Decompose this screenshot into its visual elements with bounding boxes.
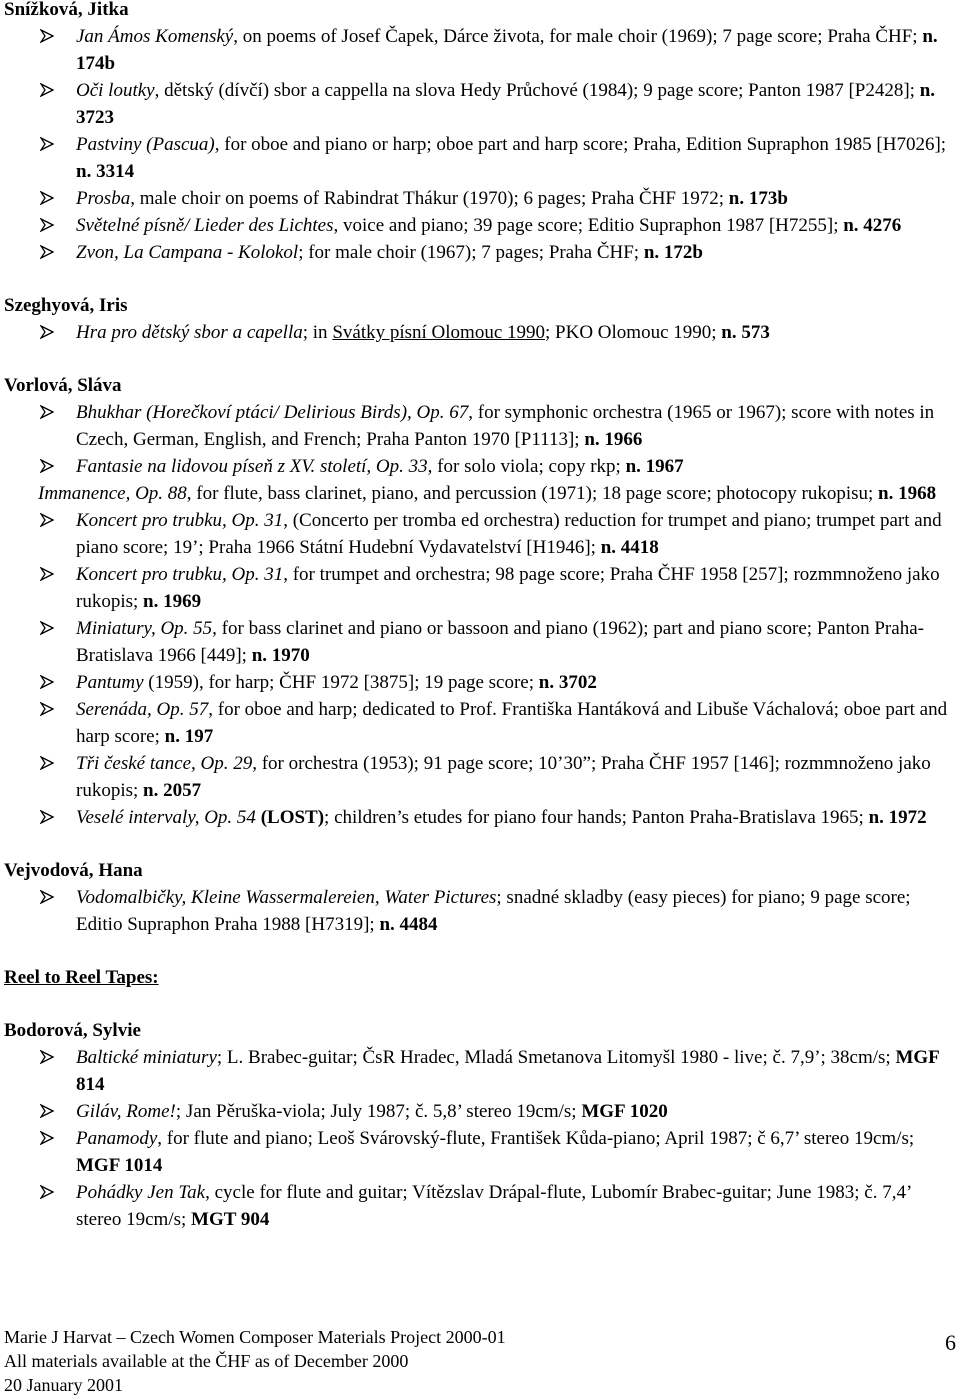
catalog-number: n. 1967 <box>625 456 684 477</box>
work-details: ; for male choir (1967); 7 pages; Praha ČHF; <box>298 242 644 263</box>
arrowhead-bullet-icon <box>40 29 54 43</box>
work-details: , (Concerto per tromba ed orchestra) reduction for trumpet and piano; trumpet part and piano score; 19’; Praha 1966 Státní Hudební Vydavatelství [H1946]; <box>76 510 942 558</box>
work-title: Hra pro dětský sbor a capella <box>76 322 303 343</box>
catalog-number: n. 3723 <box>76 80 936 128</box>
work-details-continued: ; PKO Olomouc 1990; <box>545 322 722 343</box>
composer-name <box>0 292 960 319</box>
composer-given-name: Iris <box>99 295 128 316</box>
work-details: , for solo viola; copy rkp; <box>427 456 626 477</box>
work-title: Vodomalbičky, Kleine Wassermalereien, Water Pictures <box>76 887 497 908</box>
section-gap <box>0 831 960 857</box>
arrowhead-bullet-icon <box>40 1185 54 1199</box>
arrowhead-bullet-icon <box>40 810 54 824</box>
list-item <box>0 884 960 938</box>
work-title: Baltické miniatury <box>76 1047 217 1068</box>
list-item <box>0 239 960 266</box>
arrowhead-bullet-icon <box>40 459 54 473</box>
tapes-list <box>0 1044 960 1233</box>
work-title: Giláv, Rome! <box>76 1101 176 1122</box>
work-details: , for oboe and harp; dedicated to Prof. Františka Hantáková and Libuše Váchalová; oboe part and harp score; <box>76 699 948 747</box>
list-item <box>0 696 960 750</box>
list-item <box>0 669 960 696</box>
arrowhead-bullet-icon <box>40 191 54 205</box>
arrowhead-bullet-icon <box>40 325 54 339</box>
work-title: Immanence, Op. 88 <box>38 483 187 504</box>
work-title: Zvon, La Campana - Kolokol <box>76 242 299 263</box>
composer-name <box>0 857 960 884</box>
arrowhead-bullet-icon <box>40 1104 54 1118</box>
works-list <box>0 399 960 831</box>
catalog-number: n. 3314 <box>76 161 135 182</box>
section-gap <box>0 266 960 292</box>
arrowhead-bullet-icon <box>40 137 54 151</box>
list-item <box>0 1044 960 1098</box>
work-title: Koncert pro trubku, Op. 31 <box>76 564 284 585</box>
footer-project-line: Marie J Harvat – Czech Women Composer Materials Project 2000-01 <box>4 1327 506 1347</box>
catalog-number: n. 4484 <box>379 914 438 935</box>
catalog-number: n. 1966 <box>584 429 643 450</box>
work-details: , for flute, bass clarinet, piano, and percussion (1971); 18 page score; photocopy rukopisu; <box>186 483 879 504</box>
arrowhead-bullet-icon <box>40 513 54 527</box>
list-item <box>0 131 960 185</box>
catalog-number: n. 4276 <box>843 215 902 236</box>
work-details: , voice and piano; 39 page score; Editio Supraphon 1987 [H7255]; <box>333 215 844 236</box>
work-title: Prosba <box>76 188 131 209</box>
catalog-number: n. 3702 <box>538 672 597 693</box>
works-list <box>0 319 960 346</box>
composer-surname: Vejvodová, <box>4 860 99 881</box>
catalog-number: n. 197 <box>164 726 214 747</box>
arrowhead-bullet-icon <box>40 1131 54 1145</box>
work-details: , dětský (dívčí) sbor a cappella na slova Hedy Průchové (1984); 9 page score; Panton 1987 [P2428]; <box>154 80 920 101</box>
work-details: , for flute and piano; Leoš Svárovský-flute, František Kůda-piano; April 1987; č 6,7’ stereo 19cm/s; <box>157 1128 915 1149</box>
work-details: ; Jan Pěruška-viola; July 1987; č. 5,8’ stereo 19cm/s; <box>175 1101 582 1122</box>
composer-name <box>0 1017 960 1044</box>
arrowhead-bullet-icon <box>40 621 54 635</box>
collection-title: Svátky písní Olomouc 1990 <box>332 322 546 343</box>
work-details: , for bass clarinet and piano or bassoon and piano (1962); part and piano score; Panton Praha-Bratislava 1966 [449]; <box>76 618 924 666</box>
list-item <box>0 212 960 239</box>
list-item <box>0 1098 960 1125</box>
list-item <box>0 480 960 507</box>
list-item <box>0 750 960 804</box>
composer-name <box>0 372 960 399</box>
catalog-number: MGT 904 <box>191 1209 270 1230</box>
composer-surname: Snížková, <box>4 0 88 20</box>
arrowhead-bullet-icon <box>40 702 54 716</box>
composer-given-name: Jitka <box>87 0 129 20</box>
works-list <box>0 23 960 266</box>
work-details: , on poems of Josef Čapek, Dárce života, for male choir (1969); 7 page score; Praha ČHF; <box>233 26 923 47</box>
footer-availability-line: All materials available at the ČHF as of December 2000 <box>4 1351 409 1371</box>
work-title: Veselé intervaly, Op. 54 <box>76 807 256 828</box>
list-item <box>0 507 960 561</box>
catalog-number: n. 1970 <box>251 645 310 666</box>
work-details: , cycle for flute and guitar; Vítězslav Drápal-flute, Lubomír Brabec-guitar; June 1983; č. 7,4’ stereo 19cm/s; <box>76 1182 911 1230</box>
tapes-section-heading: Reel to Reel Tapes: <box>4 967 159 988</box>
work-title: Miniatury, Op. 55 <box>76 618 213 639</box>
catalog-number: MGF 1020 <box>581 1101 668 1122</box>
arrowhead-bullet-icon <box>40 675 54 689</box>
work-title: Koncert pro trubku, Op. 31 <box>76 510 284 531</box>
list-item <box>0 319 960 346</box>
composer-given-name: Sláva <box>77 375 122 396</box>
arrowhead-bullet-icon <box>40 405 54 419</box>
arrowhead-bullet-icon <box>40 1050 54 1064</box>
catalog-number: n. 1968 <box>878 483 937 504</box>
work-title: Bhukhar (Horečkoví ptáci/ Delirious Birds), Op. 67 <box>76 402 469 423</box>
page-footer <box>4 1325 956 1397</box>
footer-date-line: 20 January 2001 <box>4 1375 123 1395</box>
work-details: , for oboe and piano or harp; oboe part and harp score; Praha, Edition Supraphon 1985 [H7026]; <box>214 134 947 155</box>
catalog-number: n. 1972 <box>868 807 927 828</box>
work-title: Pohádky Jen Tak <box>76 1182 206 1203</box>
arrowhead-bullet-icon <box>40 890 54 904</box>
catalog-number: n. 172b <box>643 242 703 263</box>
work-details: ; snadné skladby (easy pieces) for piano; 9 page score; Editio Supraphon Praha 1988 [H7319]; <box>76 887 911 935</box>
catalog-number: MGF 814 <box>76 1047 940 1095</box>
list-item <box>0 1125 960 1179</box>
arrowhead-bullet-icon <box>40 567 54 581</box>
page-number: 6 <box>945 1330 956 1355</box>
work-title: Pastviny (Pascua) <box>76 134 215 155</box>
composer-surname: Bodorová, <box>4 1020 93 1041</box>
list-item <box>0 561 960 615</box>
catalog-number: n. 174b <box>76 26 938 74</box>
work-details: , for trumpet and orchestra; 98 page score; Praha ČHF 1958 [257]; rozmmnoženo jako rukopis; <box>76 564 940 612</box>
work-details: ; in <box>302 322 333 343</box>
work-details: , male choir on poems of Rabindrat Thákur (1970); 6 pages; Praha ČHF 1972; <box>130 188 729 209</box>
arrowhead-bullet-icon <box>40 83 54 97</box>
composer-name <box>0 0 960 23</box>
catalog-number: n. 1969 <box>143 591 202 612</box>
list-item <box>0 399 960 453</box>
work-title: Serenáda, Op. 57 <box>76 699 209 720</box>
catalog-number: n. 2057 <box>143 780 202 801</box>
list-item <box>0 23 960 77</box>
work-details: , for orchestra (1953); 91 page score; 10’30”; Praha ČHF 1957 [146]; rozmmnoženo jako rukopis; <box>76 753 931 801</box>
arrowhead-bullet-icon <box>40 218 54 232</box>
work-details-continued: ; children’s etudes for piano four hands; Panton Praha-Bratislava 1965; <box>324 807 869 828</box>
composer-surname: Szeghyová, <box>4 295 99 316</box>
section-gap <box>0 991 960 1017</box>
catalog-number: n. 573 <box>721 322 770 343</box>
catalog-number: MGF 1014 <box>76 1155 163 1176</box>
work-title: Pantumy <box>76 672 144 693</box>
work-title: Tři české tance, Op. 29 <box>76 753 253 774</box>
catalog-number: n. 4418 <box>600 537 659 558</box>
work-details: , for symphonic orchestra (1965 or 1967); score with notes in Czech, German, English, and French; Praha Panton 1970 [P1113]; <box>76 402 935 450</box>
section-gap <box>0 346 960 372</box>
composer-surname: Vorlová, <box>4 375 78 396</box>
list-item <box>0 804 960 831</box>
list-item <box>0 615 960 669</box>
composer-given-name: Hana <box>98 860 143 881</box>
work-details: (1959), for harp; ČHF 1972 [3875]; 19 page score; <box>143 672 539 693</box>
arrowhead-bullet-icon <box>40 245 54 259</box>
work-title: Panamody <box>76 1128 158 1149</box>
arrowhead-bullet-icon <box>40 756 54 770</box>
work-details: ; L. Brabec-guitar; ČsR Hradec, Mladá Smetanova Litomyšl 1980 - live; č. 7,9’; 38cm/s; <box>216 1047 896 1068</box>
catalog-number: n. 173b <box>728 188 788 209</box>
works-list <box>0 884 960 938</box>
status-note: (LOST) <box>260 807 325 828</box>
composer-given-name: Sylvie <box>92 1020 141 1041</box>
list-item <box>0 453 960 480</box>
list-item <box>0 1179 960 1233</box>
work-title: Fantasie na lidovou píseň z XV. století, Op. 33 <box>76 456 428 477</box>
list-item <box>0 77 960 131</box>
section-gap <box>0 938 960 964</box>
work-title: Světelné písně/ Lieder des Lichtes <box>76 215 334 236</box>
work-title: Jan Ámos Komenský <box>76 26 234 47</box>
list-item <box>0 185 960 212</box>
work-title: Oči loutky <box>76 80 155 101</box>
